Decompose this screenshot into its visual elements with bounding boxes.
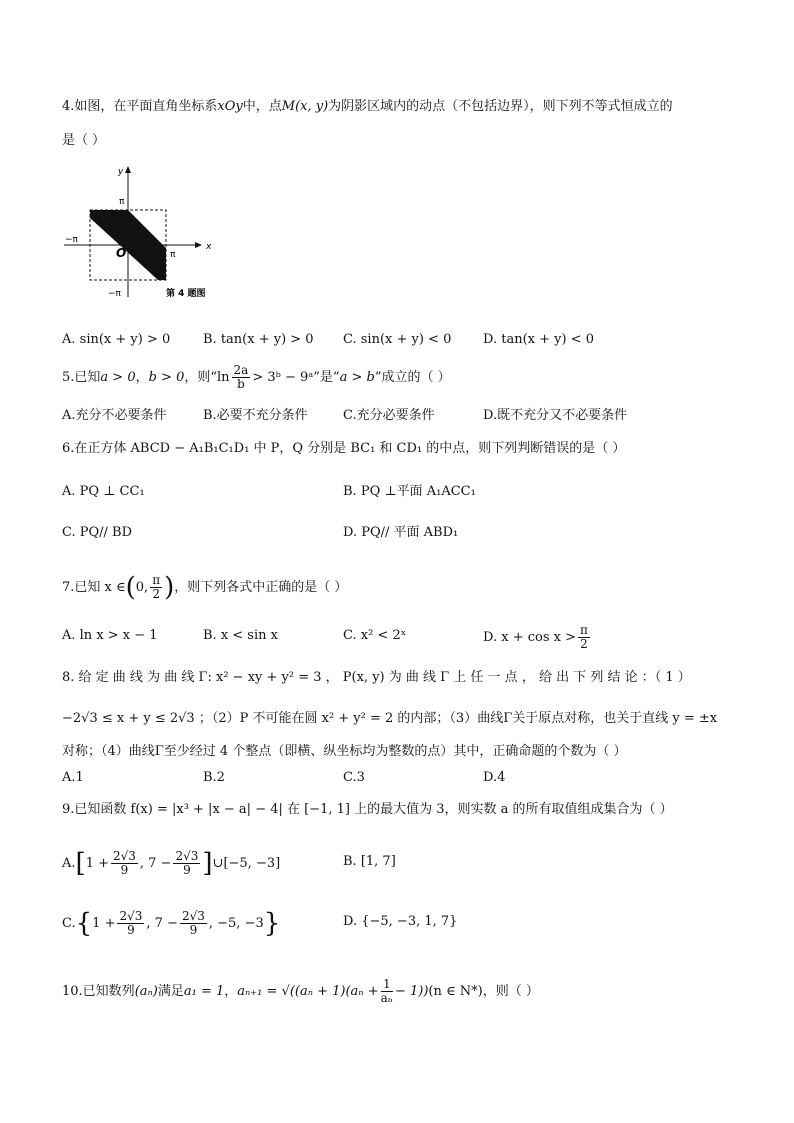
q9-a-frac2 — [173, 850, 200, 877]
q7-frac-num: π — [152, 573, 161, 587]
q4-option-a: A. sin(x + y) > 0 — [62, 332, 171, 347]
q10-condition: (n ∈ N*) — [428, 984, 483, 999]
q9-stem: 9.已知函数 f(x) = |x³ + |x − a| − 4| 在 [−1, 1] 上的最大值为 3，则实数 a 的所有取值组成集合为（ ） — [62, 802, 673, 817]
q5-cond1: a > 0 — [100, 370, 136, 385]
q9-option-d: D. {−5, −3, 1, 7} — [343, 914, 458, 929]
q7-paren-left: ( — [125, 572, 136, 603]
label-x: x — [206, 242, 212, 252]
q4-text: 4.如图，在平面直角坐标系 — [62, 99, 218, 114]
q9-a-label: A. — [62, 856, 76, 871]
q5-option-c: C.充分必要条件 — [343, 408, 435, 423]
q4-point: M(x, y) — [281, 99, 329, 114]
q8-stem-line1: 8. 给 定 曲 线 为 曲 线 Γ: x² − xy + y² = 3 ， P(x, y) 为 曲 线 Γ 上 任 一 点 ， 给 出 下 列 结 论 ：（ 1 ） — [62, 670, 691, 685]
q5-ln: ln — [217, 370, 230, 385]
q5-frac-den: b — [237, 377, 245, 391]
q9-a-frac1-den: 9 — [120, 863, 129, 877]
q9-c-part1: 1 + — [92, 916, 116, 931]
q9-c-brace-right: } — [263, 908, 281, 939]
q7-text: ，则下列各式中正确的是（ ） — [174, 580, 348, 595]
label-y: y — [118, 167, 124, 177]
q10-fraction — [381, 978, 393, 1005]
q5-frac-num: 2a — [233, 363, 249, 377]
q8-stem-line3: 对称；（4）曲线Γ至少经过 4 个整点（即横、纵坐标均为整数的点）其中，正确命题的个数为（ ） — [62, 744, 627, 759]
q9-a-frac1 — [111, 850, 138, 877]
q5-option-a: A.充分不必要条件 — [62, 408, 167, 423]
q7-paren-right: ) — [164, 572, 175, 603]
label-pi-top: π — [119, 197, 125, 207]
q5-text: 5.已知 — [62, 370, 101, 385]
q9-a-frac2-num: 2√3 — [175, 849, 199, 863]
q6-stem: 6.在正方体 ABCD − A₁B₁C₁D₁ 中 P，Q 分别是 BC₁ 和 CD₁ 的中点，则下列判断错误的是（ ） — [62, 441, 626, 456]
q9-c-brace-left: { — [75, 908, 93, 939]
q6-option-d: D. PQ// 平面 ABD₁ — [343, 525, 459, 540]
q8-option-b: B.2 — [203, 770, 225, 785]
q9-option-c — [62, 910, 280, 937]
y-axis-arrow — [125, 166, 131, 173]
q4-option-d: D. tan(x + y) < 0 — [483, 332, 594, 347]
q6-option-b: B. PQ ⊥平面 A₁ACC₁ — [343, 484, 476, 499]
q9-a-bracket-right: ] — [202, 848, 213, 879]
q7-zero: 0, — [135, 580, 149, 595]
label-pi-right: π — [170, 250, 176, 260]
q9-c-part2: , 7 − — [146, 916, 178, 931]
q10-recurrence-part1: aₙ₊₁ = √((aₙ + 1)(aₙ + — [237, 984, 379, 999]
q7-option-d-text: D. x + cos x > — [483, 630, 576, 645]
q10-a1: a₁ = 1 — [183, 984, 225, 999]
q7-d-frac-den: 2 — [580, 637, 588, 651]
q7-frac-den: 2 — [152, 587, 160, 601]
q7-option-d — [483, 624, 592, 651]
q5-text: ”是“ — [313, 370, 340, 385]
q4-xoy: xOy — [217, 99, 243, 114]
q6-option-a: A. PQ ⊥ CC₁ — [62, 484, 145, 499]
q7-text: 7.已知 x ∈ — [62, 580, 126, 595]
q9-c-frac2 — [180, 910, 207, 937]
q9-a-frac2-den: 9 — [183, 863, 191, 877]
figure-caption: 第 4 题图 — [166, 289, 206, 299]
q8-option-d: D.4 — [483, 770, 506, 785]
q5-cond2: b > 0 — [148, 370, 185, 385]
q4-stem-line2: 是（ ） — [62, 133, 106, 148]
q5-text: ”成立的（ ） — [374, 370, 451, 385]
q9-c-part3: , −5, −3 — [208, 916, 264, 931]
q9-c-frac1-den: 9 — [127, 923, 135, 937]
q5-option-d: D.既不充分又不必要条件 — [483, 408, 628, 423]
label-neg-pi-left: −π — [65, 235, 78, 245]
q9-c-frac2-num: 2√3 — [181, 909, 205, 923]
q7-option-c: C. x² < 2ˣ — [343, 628, 407, 643]
label-origin: O — [116, 246, 127, 260]
q4-option-c: C. sin(x + y) < 0 — [343, 332, 452, 347]
q4-text: 中，点 — [242, 99, 282, 114]
q7-option-d-fraction — [578, 624, 590, 651]
q9-c-frac1 — [117, 910, 144, 937]
q10-frac-num: 1 — [381, 978, 393, 992]
q5-text: ，则“ — [184, 370, 218, 385]
q8-stem-line2: −2√3 ≤ x + y ≤ 2√3 ；（2）P 不可能在圆 x² + y² = 2 的内部；（3）曲线Γ关于原点对称，也关于直线 y = ±x — [62, 711, 718, 726]
q9-option-a — [62, 850, 280, 877]
q5-text: ， — [135, 370, 149, 385]
q5-rest: > 3ᵇ − 9ᵃ — [252, 370, 314, 385]
q10-sequence: (aₙ) — [134, 984, 158, 999]
q9-a-part3: ∪[−5, −3] — [212, 856, 281, 871]
q8-option-c: C.3 — [343, 770, 365, 785]
q9-a-part1: 1 + — [85, 856, 109, 871]
q10-text: ，则（ ） — [482, 984, 539, 999]
q5-option-b: B.必要不充分条件 — [203, 408, 308, 423]
q5-stem — [62, 364, 451, 391]
q10-text: 满足 — [157, 984, 184, 999]
q5-ab: a > b — [339, 370, 375, 385]
q9-a-frac1-num: 2√3 — [112, 849, 136, 863]
x-axis-arrow — [195, 242, 202, 248]
q8-option-a: A.1 — [62, 770, 84, 785]
q7-fraction — [150, 574, 162, 601]
q7-option-a: A. ln x > x − 1 — [62, 628, 158, 643]
q7-stem — [62, 574, 347, 601]
q5-fraction — [232, 364, 251, 391]
q10-recurrence-part2: − 1)) — [394, 984, 429, 999]
q6-option-c: C. PQ// BD — [62, 525, 133, 540]
q9-option-b: B. [1, 7] — [343, 854, 396, 869]
q9-a-bracket-left: [ — [75, 848, 86, 879]
q10-text: 10.已知数列 — [62, 984, 135, 999]
q9-c-label: C. — [62, 916, 76, 931]
q4-figure — [62, 162, 222, 302]
q7-d-frac-num: π — [579, 623, 588, 637]
q10-frac-den: aₙ — [380, 991, 393, 1005]
q4-text: 为阴影区域内的动点（不包括边界），则下列不等式恒成立的 — [328, 99, 673, 114]
q4-stem-line1 — [62, 98, 673, 116]
q9-c-frac1-num: 2√3 — [119, 909, 143, 923]
q10-stem — [62, 978, 539, 1005]
q7-option-b: B. x < sin x — [203, 628, 278, 643]
q10-text: ， — [224, 984, 238, 999]
q9-c-frac2-den: 9 — [189, 923, 198, 937]
label-neg-pi-bottom: −π — [108, 289, 121, 299]
q9-a-part2: , 7 − — [139, 856, 172, 871]
q4-option-b: B. tan(x + y) > 0 — [203, 332, 314, 347]
